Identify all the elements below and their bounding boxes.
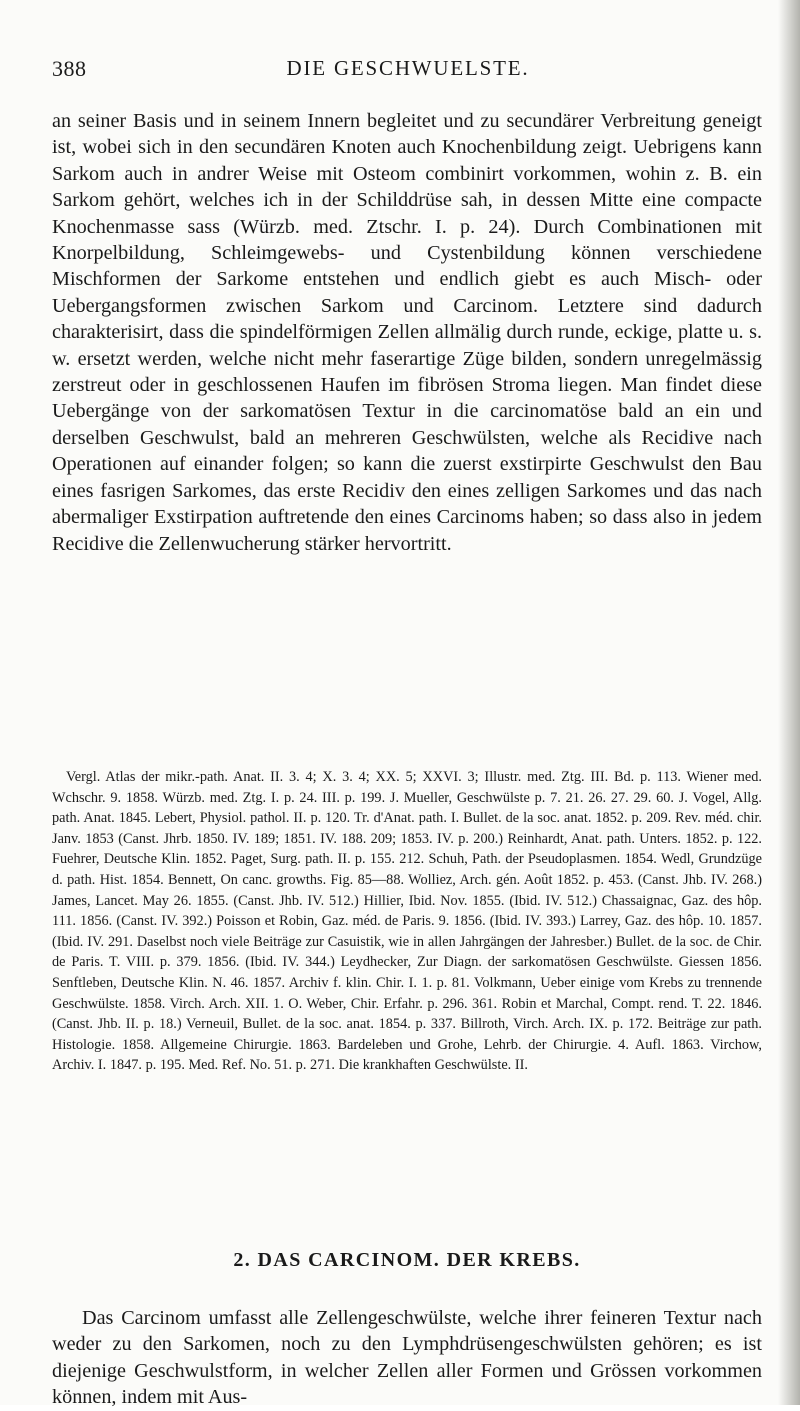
section-heading: 2. DAS CARCINOM. DER KREBS. — [233, 1249, 581, 1271]
page-number: 388 — [52, 56, 87, 81]
page-header — [52, 56, 764, 86]
references-block: Vergl. Atlas der mikr.-path. Anat. II. 3. 4; X. 3. 4; XX. 5; XXVI. 3; Illustr. med. Ztg. III. Bd. p. 113. Wiener med. Wchschr. 9. 1858. Würzb. med. Ztg. I. p. 24. III. p. 199. J. Mueller, Geschwülste p. 7. 21. 26. 27. 29. 60. J. Vogel, Allg. path. Anat. 1845. Lebert, Physiol. pathol. II. p. 120. Tr. d'Anat. path. I. Bullet. de la soc. anat. 1852. p. 209. Rev. méd. chir. Janv. 1853 (Canst. Jhrb. 1850. IV. 189; 1851. IV. 188. 209; 1853. IV. p. 200.) Reinhardt, Anat. path. Unters. 1852. p. 122. Fuehrer, Deutsche Klin. 1852. Paget, Surg. path. II. p. 155. 212. Schuh, Path. der Pseudoplasmen. 1854. Wedl, Grundzüge d. path. Hist. 1854. Bennett, On canc. growths. Fig. 85—88. Wolliez, Arch. gén. Août 1852. p. 453. (Canst. Jhb. IV. 268.) James, Lancet. May 26. 1855. (Canst. Jhb. IV. 512.) Hillier, Ibid. Nov. 1855. (Ibid. IV. 512.) Chassaignac, Gaz. des hôp. 111. 1856. (Canst. IV. 392.) Poisson et Robin, Gaz. méd. de Paris. 9. 1856. (Ibid. IV. 393.) Larrey, Gaz. des hôp. 10. 1857. (Ibid. IV. 291. Daselbst noch viele Beiträge zur Casuistik, wie in allen Jahrgängen der Jahresber.) Bullet. de la soc. de Chir. de Paris. T. VIII. p. 379. 1856. (Ibid. IV. 344.) Leydhecker, Zur Diagn. der sarkomatösen Geschwülste. Giessen 1856. Senftleben, Deutsche Klin. N. 46. 1857. Archiv f. klin. Chir. I. 1. p. 81. Volkmann, Ueber einige vom Krebs zu trennende Geschwülste. 1858. Virch. Arch. XII. 1. O. Weber, Chir. Erfahr. p. 296. 361. Robin et Marchal, Compt. rend. T. 22. 1846. (Canst. Jhb. II. p. 18.) Verneuil, Bullet. de la soc. anat. 1854. p. 337. Billroth, Virch. Arch. IX. p. 172. Beiträge zur path. Histologie. 1858. Allgemeine Chirurgie. 1863. Bardeleben und Grohe, Lehrb. der Chirurgie. 4. Aufl. 1863. Virchow, Archiv. I. 1847. p. 195. Med. Ref. No. 51. p. 271. Die krankhaften Geschwülste. II. — [52, 769, 762, 1074]
main-paragraph: an seiner Basis und in seinem Innern begleitet und zu secundärer Verbreitung geneigt ist, wobei sich in den secundären Knoten auch Knochenbildung zeigt. Uebrigens kann Sarkom auch in andrer Weise mit Osteom combinirt vorkommen, wohin z. B. ein Sarkom gehört, welches ich in der Schilddrüse sah, in dessen Mitte eine compacte Knochenmasse sass (Würzb. med. Ztschr. I. p. 24). Durch Combinationen mit Knorpelbildung, Schleimgewebs- und Cystenbildung können verschiedene Mischformen der Sarkome entstehen und endlich giebt es auch Misch- oder Uebergangsformen zwischen Sarkom und Carcinom. Letztere sind dadurch charakterisirt, dass die spindelförmigen Zellen allmälig durch runde, eckige, platte u. s. w. ersetzt werden, welche nicht mehr faserartige Züge bilden, sondern unregelmässig zerstreut oder in geschlossenen Haufen im fibrösen Stroma liegen. Man findet diese Uebergänge von der sarkomatösen Textur in die carcinomatöse bald an ein und derselben Geschwulst, bald an mehreren Geschwülsten, welche als Recidive nach Operationen auf einander folgen; so kann die zuerst exstirpirte Geschwulst den Bau eines fasrigen Sarkomes, das erste Recidiv den eines zelligen Sarkomes und das nach abermaliger Exstirpation auftretende den eines Carcinoms haben; so dass also in jedem Recidive die Zellenwucherung stärker hervortritt. — [52, 110, 762, 555]
page-edge-shadow — [778, 0, 800, 1405]
section-paragraph: Das Carcinom umfasst alle Zellengeschwülste, welche ihrer feineren Textur nach weder zu den Sarkomen, noch zu den Lymphdrüsengeschwülsten gehören; es ist diejenige Geschwulstform, in welcher Zellen aller Formen und Grössen vorkommen können, indem mit Aus- — [52, 1307, 762, 1409]
running-head: DIE GESCHWUELSTE. — [286, 56, 530, 80]
